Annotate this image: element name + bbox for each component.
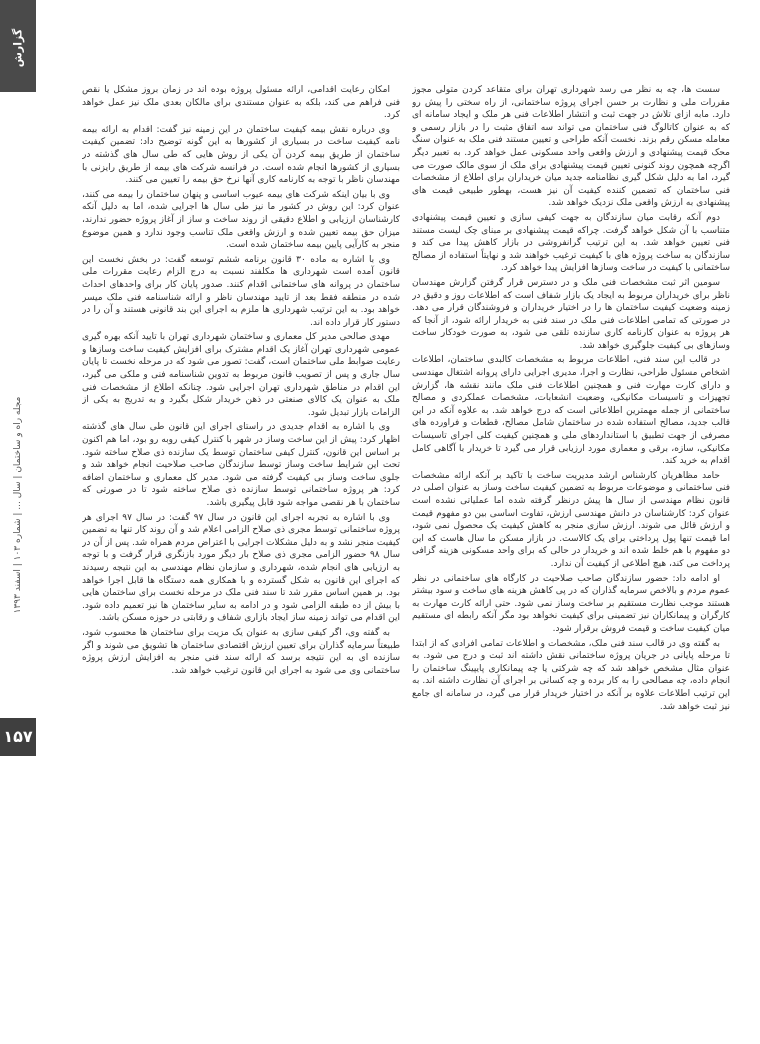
margin-strip-bottom: [0, 756, 36, 1044]
page-number: ۱۵۷: [3, 727, 33, 746]
article-column-right: [412, 84, 730, 1004]
paragraph: سومین اثر ثبت مشخصات فنی ملک و در دسترس قرار گرفتن گزارش مهندسان ناظر برای خریداران مربوط به ایجاد یک بازار شفاف است که اطلاعات روز و دقیق در زمینه وضعیت کیفیت ساختمان ها را در اختیار خریداران و فروشندگان قرار می دهد. در صورتی که تمامی اطلاعات فنی ملک در سند فنی به خریدار ارائه شود، از آنجا که هر پروژه به عنوان کارنامه کاری سازنده تلقی می شود، به صورت خودکار ساخت وسازهای بی کیفیت جلوگیری خواهد شد.: [412, 277, 730, 351]
paragraph: دوم آنکه رقابت میان سازندگان به جهت کیفی سازی و تعیین قیمت پیشنهادی متناسب با آن شکل خواهد گرفت. چراکه قیمت پیشنهادی بر مبنای چک لیست مستند فنی تعیین خواهد شد. به این ترتیب گرانفروشی در بازار کاهش پیدا می کند و سازندگان به ساخت پروژه های با کیفیت ترغیب خواهند شد و نهایتاً استفاده از مصالح ساختمانی با کیفیت در ساخت وسازها افزایش پیدا خواهد کرد.: [412, 212, 730, 274]
paragraph: او ادامه داد: حضور سازندگان صاحب صلاحیت در کارگاه های ساختمانی در نظر عموم مردم و بالاخص سرمایه گذاران که در پی کاهش هزینه های ساخت و سود بیشتر هستند موجب نظارت مستقیم بر ساخت وساز نمی شود. حتی ارائه کارت مهارت به کارگران و پیمانکاران نیز تضمینی برای کیفیت نخواهد بود مگر آنکه رابطه ای مستقیم میان کیفیت ساخت و قیمت فروش برقرار شود.: [412, 573, 730, 634]
paragraph: در قالب این سند فنی، اطلاعات مربوط به مشخصات کالبدی ساختمان، اطلاعات اشخاص مسئول طراحی، نظارت و اجرا، مدیری اجرایی دارای پروانه اشتغال مهندسی و دارای کارت مهارت فنی و همچنین اطلاعات فنی ملک مانند نقشه ها، گزارش تجهیزات و تاسیسات مکانیکی، وضعیت انشعابات، مشخصات عملکردی و مصالح ساختمانی از جمله مهمترین اطلاعاتی است که درج خواهد شد. به علاوه آنکه در این قالب جدید، مصالح استفاده شده در ساختمان شامل مصالح، قطعات و فراورده های مصرفی از جهت تطبیق با استانداردهای ملی و همچنین کیفیت کلی اجرای تاسیسات مکانیکی، سازه، برقی و معماری مورد ارزیابی قرار می گیرد تا خریدار با آگاهی کامل اقدام به خرید کند.: [412, 355, 730, 467]
article-column-left: [82, 84, 400, 1004]
paragraph: به گفته وی در قالب سند فنی ملک، مشخصات و اطلاعات تمامی افرادی که از ابتدا تا مرحله پایانی در جریان پروژه ساختمانی نقش داشته اند ثبت و درج می شود. به عنوان مثال مشخص خواهد شد که چه شرکتی یا چه پیمانکاری پایپینگ ساختمان را انجام داده، چه مصالحی را به کار برده و چه کسانی بر اجرای آن نظارت داشته اند. به این ترتیب اطلاعات علاوه بر آنکه در اختیار خریدار قرار می گیرد، در سامانه ای جامع نیز ثبت خواهد شد.: [412, 638, 730, 712]
paragraph: وی با اشاره به تجربه اجرای این قانون در سال ۹۷ گفت: در سال ۹۷ اجرای هر پروژه ساختمانی توسط مجری ذی صلاح الزامی اعلام شد و آن روند کار تنها به تضمین کیفیت منجر نشد و به دلیل مشکلات اجرایی با اعتراض مردم همراه شد. پس از آن در سال ۹۸ حضور الزامی مجری ذی صلاح بار دیگر مورد بازنگری قرار گرفت و با توجه به ارزیابی های انجام شده، شهرداری و سازمان نظام مهندسی به این نتیجه رسیدند که اجرای این قانون به شکل گسترده و با همکاری همه دستگاه ها قابل اجرا خواهد بود. بر همین اساس مقرر شد تا سند فنی ملک در مرحله نخست برای ساختمان هایی با بیش از ده طبقه الزامی شود و در ادامه به سایر ساختمان ها نیز تعمیم داده شود. این اقدام می تواند زمینه ساز ایجاد بازاری شفاف و رقابتی در حوزه مسکن باشد.: [82, 512, 400, 624]
paragraph: وی با اشاره به اقدام جدیدی در راستای اجرای این قانون طی سال های گذشته اظهار کرد: پیش از این ساخت وساز در شهر با کنترل کیفی روبه رو بود، اما هم اکنون بر اساس این قانون، کنترل کیفی ساختمان توسط یک سازنده ذی صلاح ساخته شود. تحت این شرایط ساخت وساز توسط سازندگان صاحب صلاحیت انجام خواهد شد و جلوی ساخت وساز بی کیفیت گرفته می شود. مدیر کل معماری و ساختمان اضافه کرد: هر پروژه ساختمانی توسط سازنده ذی صلاح ساخته شود تا در صورتی که ساختمان با هر نقصی مواجه شود قابل پیگیری باشد.: [82, 422, 400, 508]
paragraph: حامد مظاهریان کارشناس ارشد مدیریت ساخت با تاکید بر آنکه ارائه مشخصات فنی ساختمانی و موضوعات مربوط به تضمین کیفیت ساخت وساز به عنوان اصلی در قانون نظام مهندسی از سال ها پیش درنظر گرفته شده اما عملیاتی نشده است عنوان کرد: کارشناسان در دانش مهندسی ارزش، تفاوت اساسی بین دو مفهوم قیمت و ارزش قائل می شوند. ارزش سازی منجر به کاهش کیفیت یک محصول نمی شود، اما قیمت تنها پول پرداختی برای یک کالاست. در بازار مسکن ما سال هاست که این دو مفهوم با هم خلط شده اند و خریدار در حالی که برای واحد مسکونی هزینه گزافی پرداخت می کند، هیچ اطلاعی از کیفیت آن ندارد.: [412, 470, 730, 569]
paragraph: امکان رعایت اقدامی، ارائه مسئول پروژه بوده اند در زمان بروز مشکل یا نقص فنی فراهم می کند، بلکه به عنوان مستندی برای مالکان بعدی ملک نیز عمل خواهد کرد.: [82, 85, 400, 121]
paragraph: مهدی صالحی مدیر کل معماری و ساختمان شهرداری تهران با تایید آنکه بهره گیری عمومی شهرداری تهران آغاز یک اقدام مشترک برای افزایش کیفیت ساخت وسازها و رعایت ضوابط ملی ساختمان است، گفت: تصور می شود که در مرحله نخست تا پایان سال جاری و پس از تصویب قانون مربوط به تدوین شناسنامه فنی و ملکی می گیرد، این اقدام در مناطق شهرداری تهران اجرایی شود. چنانکه اطلاع از مشخصات فنی ملک به عنوان یک کالای صنعتی در ذهن خریدار شکل بگیرد و به تدریج به یکی از الزامات بازار تبدیل شود.: [82, 332, 400, 418]
paragraph: وی با بیان اینکه شرکت های بیمه عیوب اساسی و پنهان ساختمان را بیمه می کنند، عنوان کرد: این روش در کشور ما نیز طی سال ها اجرایی شده، اما به دلیل آنکه کارشناسان ارزیابی و اطلاع دقیقی از روند ساخت و ساز از آغاز پروژه حضور ندارند، میزان حق بیمه تعیین شده و ارزش واقعی ملک تناسب وجود ندارد و همین موضوع منجر به کارآیی پایین بیمه ساختمان شده است.: [82, 189, 400, 251]
paragraph: به گفته وی، اگر کیفی سازی به عنوان یک مزیت برای ساختمان ها محسوب شود، طبیعتاً سرمایه گذاران برای تعیین ارزش اقتصادی ساختمان ها تشویق می شوند و اگر سازنده ای به این نتیجه برسد که ارائه سند فنی منجر به افزایش ارزش پروژه ساختمانی وی می شود به اجرای این قانون ترغیب خواهد شد.: [82, 627, 400, 676]
paragraph: وی درباره نقش بیمه کیفیت ساختمان در این زمینه نیز گفت: اقدام به ارائه بیمه نامه کیفیت ساخت در بسیاری از کشورها به این گونه توضیح داد: تضمین کیفیت ساختمان از طریق بیمه کردن آن یکی از روش هایی که طی سال های گذشته در بسیاری از کشورها انجام شده است. در فرانسه شرکت های بیمه از طریق رایزنی با مهندسان ناظر با توجه به کارنامه کاری آنها نرخ حق بیمه را تعیین می کنند.: [82, 124, 400, 186]
journal-info: مجله راه و ساختمان | سال ... | شماره ۱۰۳ | اسفند ۱۳۹۳: [13, 396, 23, 614]
paragraph: وی با اشاره به ماده ۳۰ قانون برنامه ششم توسعه گفت: در بخش نخست این قانون آمده است شهرداری ها مکلفند نسبت به درج الزام رعایت مقررات ملی ساختمان در پروانه های ساختمانی اقدام کنند. صدور پایان کار برای واحدهای احداث شده در منطقه فقط بعد از تایید مهندسان ناظر و ارائه شناسنامه فنی ملک میسر خواهد بود. به این ترتیب شهرداری ها ملزم به اجرای این بند قانونی هستند و آن را در دستور کار قرار داده اند.: [82, 254, 400, 328]
section-label: گزارش: [11, 28, 25, 68]
paragraph: سست ها، چه به نظر می رسد شهرداری تهران برای متقاعد کردن متولی مجوز مقررات ملی و نظارت بر حسن اجرای پروژه ساختمانی، از راه سختی را پیش رو دارد. مابه ازای تلاش در جهت ثبت و انتشار اطلاعات فنی هر ملک و ایجاد سامانه ای که به عنوان کاتالوگ فنی ساختمان می تواند سه اتفاق مثبت را در بازار رسمی و معامله مسکن رقم بزند. نخست آنکه طراحی و تعیین مستند فنی ملک به عنوان سنگ محک قیمت پیشنهادی و ارزش واقعی واحد مسکونی عمل خواهد کرد. به تعبیر دیگر اگرچه همچون روند کنونی تعیین قیمت پیشنهادی برای ملک از سوی مالک صورت می گیرد، اما به دلیل شکل گیری نظامنامه جدید میان خریداران برای اطلاع از مشخصات فنی ساختمان که تضمین کننده کیفیت آن نیز هست، بهطور طبیعی قیمت های پیشنهادی به ارزش واقعی ملک نزدیک خواهد شد.: [412, 85, 730, 209]
